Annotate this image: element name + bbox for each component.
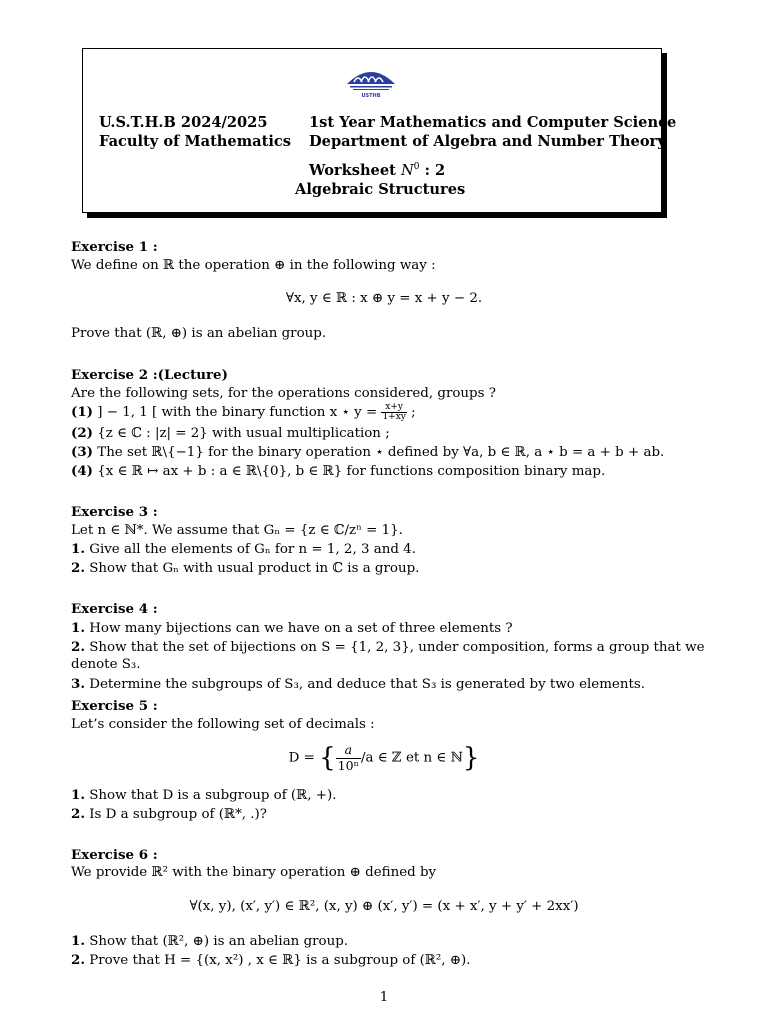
question-tag: 1. [71, 933, 85, 949]
question-text: Prove that H = {(x, x²) , x ∈ ℝ} is a subgroup of (ℝ², ⊕). [84, 953, 471, 968]
item-tag: (2) [71, 425, 93, 441]
question-text: Is D a subgroup of (ℝ*, .)? [84, 807, 267, 822]
exercise-4-question-3 [71, 675, 645, 694]
exercise-6-formula: ∀(x, y), (x′, y′) ∈ ℝ², (x, y) ⊕ (x′, y′) = (x + x′, y + y′ + 2xx′) [189, 899, 579, 914]
left-brace: { [319, 743, 336, 773]
university-logo [344, 66, 398, 98]
question-text: Show that the set of bijections on S = {1, 2, 3}, under composition, forms a group that we [84, 640, 705, 655]
worksheet-sup: 0 [413, 162, 420, 173]
exercise-6-intro: We provide ℝ² with the binary operation ⊕ defined by [71, 865, 437, 880]
formula-lhs: D = [288, 750, 315, 766]
worksheet-n: N [400, 162, 414, 179]
question-text: Show that Gₙ with usual product in ℂ is a group. [84, 561, 420, 576]
svg-text:USTHB: USTHB [361, 93, 381, 98]
university-label: U.S.T.H.B 2024/2025 [99, 114, 268, 131]
item-text-end: ; [406, 405, 416, 420]
exercise-2-item-3 [71, 443, 664, 462]
exercise-5-question-2 [71, 805, 267, 824]
exercise-6-question-1 [71, 932, 348, 951]
question-tag: 1. [71, 541, 85, 557]
exercise-3-question-1 [71, 540, 416, 559]
exercise-2-item-2 [71, 424, 390, 443]
question-tag: 1. [71, 787, 85, 803]
fraction-numerator: a [336, 743, 361, 759]
question-text: Give all the elements of Gₙ for n = 1, 2, 3 and 4. [84, 542, 416, 557]
exercise-2-intro: Are the following sets, for the operations considered, groups ? [71, 386, 496, 401]
item-text: The set ℝ\{−1} for the binary operation ⋆ defined by ∀a, b ∈ ℝ, a ⋆ b = a + b + ab. [93, 445, 665, 460]
question-tag: 2. [71, 952, 85, 968]
question-tag: 2. [71, 806, 85, 822]
exercise-1-title: Exercise 1 : [71, 239, 158, 255]
exercise-4-question-2-cont: denote S₃. [71, 657, 141, 672]
department-label: Department of Algebra and Number Theory [309, 133, 666, 150]
exercise-1-intro: We define on ℝ the operation ⊕ in the following way : [71, 258, 436, 273]
question-text: Show that D is a subgroup of (ℝ, +). [84, 788, 337, 803]
fraction-denominator: 1+xy [382, 412, 406, 422]
item-text: {z ∈ ℂ : |z| = 2} with usual multiplication ; [93, 426, 390, 441]
exercise-6-question-2 [71, 951, 471, 970]
item-text: {x ∈ ℝ ↦ ax + b : a ∈ ℝ\{0}, b ∈ ℝ} for functions composition binary map. [93, 464, 606, 479]
program-label: 1st Year Mathematics and Computer Science [309, 114, 677, 131]
item-tag: (3) [71, 444, 93, 460]
formula-rest: /a ∈ ℤ et n ∈ ℕ [361, 750, 463, 766]
question-tag: 3. [71, 676, 85, 692]
question-text: Determine the subgroups of S₃, and deduce that S₃ is generated by two elements. [84, 677, 645, 692]
fraction [336, 743, 361, 773]
question-text: Show that (ℝ², ⊕) is an abelian group. [84, 934, 349, 949]
exercise-3-intro: Let n ∈ ℕ*. We assume that Gₙ = {z ∈ ℂ/zⁿ = 1}. [71, 523, 403, 538]
exercise-2-item-4 [71, 462, 605, 481]
question-tag: 1. [71, 620, 85, 636]
exercise-2-item-1 [71, 403, 416, 422]
faculty-label: Faculty of Mathematics [99, 133, 291, 150]
fraction [381, 403, 406, 422]
fraction-numerator: x+y [381, 403, 406, 413]
question-tag: 2. [71, 560, 85, 576]
exercise-4-title: Exercise 4 : [71, 601, 158, 617]
exercise-5-formula [0, 743, 768, 773]
question-text: How many bijections can we have on a set of three elements ? [84, 621, 513, 636]
page-number: 1 [379, 990, 389, 1005]
exercise-1-formula: ∀x, y ∈ ℝ : x ⊕ y = x + y − 2. [285, 291, 483, 306]
exercise-1-task: Prove that (ℝ, ⊕) is an abelian group. [71, 326, 327, 341]
right-brace: } [462, 743, 480, 773]
item-tag: (1) [71, 404, 93, 420]
worksheet-number: : 2 [419, 162, 446, 179]
exercise-2-title: Exercise 2 :(Lecture) [71, 367, 228, 383]
exercise-5-question-1 [71, 786, 336, 805]
question-tag: 2. [71, 639, 85, 655]
item-tag: (4) [71, 463, 93, 479]
worksheet-title [309, 162, 445, 179]
subject-title: Algebraic Structures [295, 181, 466, 198]
exercise-5-intro: Let’s consider the following set of decimals : [71, 717, 375, 732]
exercise-4-question-1 [71, 619, 513, 638]
exercise-5-title: Exercise 5 : [71, 698, 158, 714]
exercise-4-question-2 [71, 638, 705, 657]
item-text: ] − 1, 1 [ with the binary function x ⋆ y = [93, 405, 382, 420]
worksheet-label: Worksheet [309, 162, 396, 179]
exercise-3-question-2 [71, 559, 419, 578]
fraction-denominator: 10ⁿ [337, 757, 359, 773]
exercise-6-title: Exercise 6 : [71, 847, 158, 863]
exercise-3-title: Exercise 3 : [71, 504, 158, 520]
